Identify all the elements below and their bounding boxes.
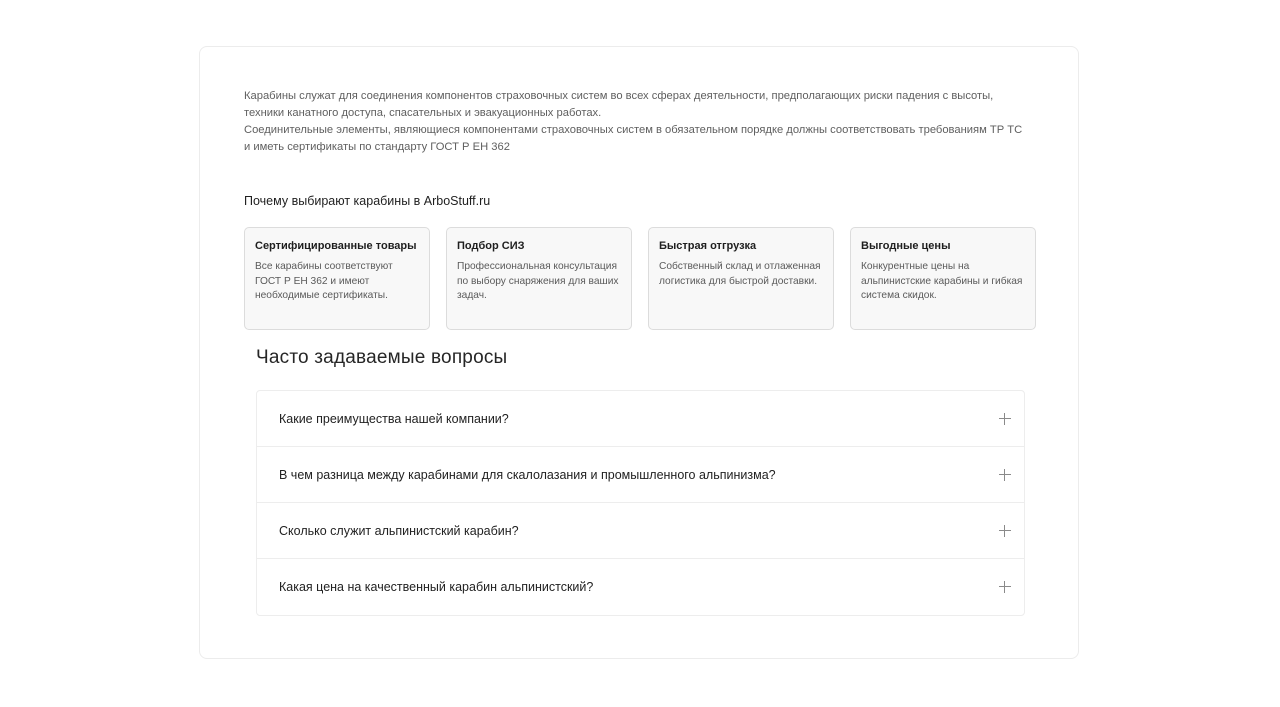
faq-accordion [256,390,1025,616]
feature-text: Собственный склад и отлаженная логистика для быстрой доставки. [659,261,821,287]
plus-icon[interactable] [998,412,1012,426]
faq-item[interactable] [257,447,1024,503]
feature-text: Конкурентные цены на альпинистские карабины и гибкая система скидок. [861,261,1023,301]
faq-item[interactable] [257,503,1024,559]
faq-question: Какая цена на качественный карабин альпинистский? [279,580,594,594]
faq-item[interactable] [257,559,1024,615]
intro-line: техники канатного доступа, спасательных и эвакуационных работах. [244,107,602,119]
plus-icon[interactable] [998,524,1012,538]
faq-item[interactable] [257,391,1024,447]
intro-line: и иметь сертификаты по стандарту ГОСТ Р ЕН 362 [244,141,510,153]
intro-line: Карабины служат для соединения компонентов страховочных систем во всех сферах деятельности, предполагающих риски падения с высоты, [244,90,994,102]
faq-heading: Часто задаваемые вопросы [256,347,508,368]
features-list [244,227,1036,330]
faq-question: В чем разница между карабинами для скалолазания и промышленного альпинизма? [279,467,776,482]
feature-text: Все карабины соответствуют ГОСТ Р ЕН 362 и имеют необходимые сертификаты. [255,261,393,301]
feature-card-prices [850,227,1036,330]
content-card [199,46,1079,659]
feature-title: Подбор СИЗ [457,240,525,252]
feature-title: Сертифицированные товары [255,240,417,252]
plus-icon[interactable] [998,468,1012,482]
why-choose-title: Почему выбирают карабины в ArboStuff.ru [244,194,491,208]
feature-title: Быстрая отгрузка [659,240,757,252]
feature-title: Выгодные цены [861,240,951,252]
feature-card-ppe-selection [446,227,632,330]
intro-text [244,88,1044,156]
feature-card-fast-shipping [648,227,834,330]
feature-text: Профессиональная консультация по выбору снаряжения для ваших задач. [457,261,619,301]
feature-card-certified [244,227,430,330]
faq-question: Сколько служит альпинистский карабин? [279,523,519,538]
plus-icon[interactable] [998,580,1012,594]
intro-line: Соединительные элементы, являющиеся компонентами страховочных систем в обязательном порядке должны соответствовать требованиям ТР ТС [244,124,1023,136]
faq-question: Какие преимущества нашей компании? [279,411,509,426]
